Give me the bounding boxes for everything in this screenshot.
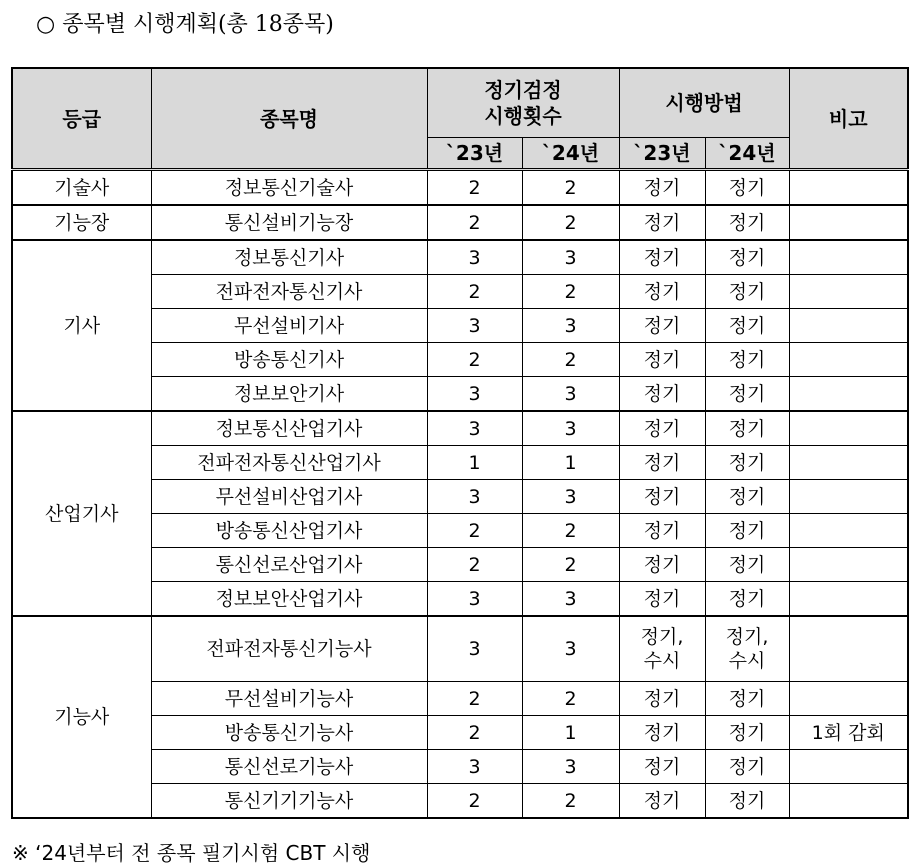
method-2023-cell: 정기 xyxy=(619,716,705,750)
count-2024-cell: 3 xyxy=(522,582,619,617)
count-2023-cell: 2 xyxy=(427,716,522,750)
method-2023-cell: 정기 xyxy=(619,240,705,275)
grade-cell: 기능장 xyxy=(12,205,151,240)
item-name-cell: 방송통신산업기사 xyxy=(151,514,427,548)
table-row xyxy=(12,240,908,275)
header-count-2024: `24년 xyxy=(522,138,619,170)
item-name-cell: 전파전자통신기능사 xyxy=(151,616,427,682)
table-body xyxy=(12,170,908,819)
method-2023-cell: 정기 xyxy=(619,750,705,784)
header-exam-count-label: 정기검정 시행횟수 xyxy=(484,78,562,128)
count-2023-cell: 2 xyxy=(427,170,522,206)
count-2024-cell: 2 xyxy=(522,514,619,548)
method-2024-cell: 정기 xyxy=(705,480,789,514)
count-2024-cell: 3 xyxy=(522,377,619,412)
grade-cell: 기술사 xyxy=(12,170,151,206)
remark-cell xyxy=(789,170,908,206)
remark-cell xyxy=(789,480,908,514)
method-2024-cell: 정기 xyxy=(705,343,789,377)
grade-cell: 기능사 xyxy=(12,616,151,818)
method-2023-cell: 정기 xyxy=(619,205,705,240)
table-row xyxy=(12,205,908,240)
method-2024-cell: 정기 xyxy=(705,716,789,750)
item-name-cell: 정보통신산업기사 xyxy=(151,411,427,446)
remark-cell xyxy=(789,205,908,240)
method-2023-cell: 정기, 수시 xyxy=(619,616,705,682)
remark-cell xyxy=(789,784,908,819)
item-name-cell: 전파전자통신기사 xyxy=(151,275,427,309)
count-2024-cell: 1 xyxy=(522,446,619,480)
method-2024-cell: 정기 xyxy=(705,205,789,240)
header-method-2024: `24년 xyxy=(705,138,789,170)
item-name-cell: 정보통신기술사 xyxy=(151,170,427,206)
method-2024-cell: 정기 xyxy=(705,240,789,275)
remark-cell xyxy=(789,240,908,275)
count-2024-cell: 3 xyxy=(522,240,619,275)
count-2024-cell: 3 xyxy=(522,750,619,784)
count-2024-cell: 2 xyxy=(522,548,619,582)
table-row xyxy=(12,616,908,682)
count-2023-cell: 1 xyxy=(427,446,522,480)
count-2024-cell: 2 xyxy=(522,343,619,377)
method-2023-cell: 정기 xyxy=(619,480,705,514)
remark-cell xyxy=(789,548,908,582)
item-name-cell: 무선설비기능사 xyxy=(151,682,427,716)
section-title: ○ 종목별 시행계획(총 18종목) xyxy=(36,12,334,37)
count-2023-cell: 3 xyxy=(427,377,522,412)
remark-cell: 1회 감회 xyxy=(789,716,908,750)
method-2023-cell: 정기 xyxy=(619,275,705,309)
header-count-2023: `23년 xyxy=(427,138,522,170)
remark-cell xyxy=(789,682,908,716)
method-2023-cell: 정기 xyxy=(619,582,705,617)
item-name-cell: 통신기기기능사 xyxy=(151,784,427,819)
table-header xyxy=(12,68,908,170)
table-row xyxy=(12,411,908,446)
remark-cell xyxy=(789,582,908,617)
method-2023-cell: 정기 xyxy=(619,377,705,412)
item-name-cell: 방송통신기능사 xyxy=(151,716,427,750)
count-2024-cell: 1 xyxy=(522,716,619,750)
remark-cell xyxy=(789,411,908,446)
method-2023-cell: 정기 xyxy=(619,548,705,582)
count-2023-cell: 2 xyxy=(427,682,522,716)
item-name-cell: 정보통신기사 xyxy=(151,240,427,275)
item-name-cell: 무선설비기사 xyxy=(151,309,427,343)
method-2023-cell: 정기 xyxy=(619,784,705,819)
exam-plan-table xyxy=(11,67,909,819)
item-name-cell: 정보보안기사 xyxy=(151,377,427,412)
grade-cell: 산업기사 xyxy=(12,411,151,616)
remark-cell xyxy=(789,446,908,480)
count-2023-cell: 3 xyxy=(427,750,522,784)
count-2024-cell: 3 xyxy=(522,480,619,514)
method-2024-cell: 정기 xyxy=(705,750,789,784)
header-item-name: 종목명 xyxy=(151,68,427,170)
remark-cell xyxy=(789,750,908,784)
item-name-cell: 통신선로기능사 xyxy=(151,750,427,784)
count-2023-cell: 3 xyxy=(427,240,522,275)
method-2024-cell: 정기 xyxy=(705,170,789,206)
remark-cell xyxy=(789,343,908,377)
count-2024-cell: 2 xyxy=(522,170,619,206)
item-name-cell: 무선설비산업기사 xyxy=(151,480,427,514)
method-2023-cell: 정기 xyxy=(619,514,705,548)
header-grade: 등급 xyxy=(12,68,151,170)
count-2023-cell: 3 xyxy=(427,582,522,617)
table-row xyxy=(12,170,908,206)
count-2023-cell: 2 xyxy=(427,275,522,309)
count-2024-cell: 2 xyxy=(522,205,619,240)
method-2023-cell: 정기 xyxy=(619,170,705,206)
remark-cell xyxy=(789,616,908,682)
count-2024-cell: 2 xyxy=(522,275,619,309)
method-2024-cell: 정기 xyxy=(705,309,789,343)
count-2023-cell: 2 xyxy=(427,548,522,582)
count-2023-cell: 3 xyxy=(427,411,522,446)
item-name-cell: 방송통신기사 xyxy=(151,343,427,377)
count-2023-cell: 2 xyxy=(427,343,522,377)
item-name-cell: 통신설비기능장 xyxy=(151,205,427,240)
count-2023-cell: 3 xyxy=(427,309,522,343)
method-2024-cell: 정기 xyxy=(705,411,789,446)
remark-cell xyxy=(789,309,908,343)
count-2023-cell: 3 xyxy=(427,616,522,682)
count-2023-cell: 2 xyxy=(427,205,522,240)
count-2023-cell: 2 xyxy=(427,784,522,819)
remark-cell xyxy=(789,275,908,309)
method-2024-cell: 정기 xyxy=(705,446,789,480)
remark-cell xyxy=(789,377,908,412)
method-2023-cell: 정기 xyxy=(619,343,705,377)
method-2024-cell: 정기 xyxy=(705,682,789,716)
footnote: ※ ‘24년부터 전 종목 필기시험 CBT 시행 xyxy=(12,841,371,865)
count-2024-cell: 3 xyxy=(522,309,619,343)
method-2024-cell: 정기, 수시 xyxy=(705,616,789,682)
header-method-2023: `23년 xyxy=(619,138,705,170)
count-2024-cell: 3 xyxy=(522,411,619,446)
count-2024-cell: 2 xyxy=(522,682,619,716)
count-2023-cell: 3 xyxy=(427,480,522,514)
item-name-cell: 전파전자통신산업기사 xyxy=(151,446,427,480)
count-2024-cell: 3 xyxy=(522,616,619,682)
method-2024-cell: 정기 xyxy=(705,582,789,617)
count-2024-cell: 2 xyxy=(522,784,619,819)
method-2023-cell: 정기 xyxy=(619,682,705,716)
header-remark: 비고 xyxy=(789,68,908,170)
method-2024-cell: 정기 xyxy=(705,784,789,819)
remark-cell xyxy=(789,514,908,548)
method-2024-cell: 정기 xyxy=(705,548,789,582)
method-2024-cell: 정기 xyxy=(705,275,789,309)
header-exam-count xyxy=(427,68,619,138)
method-2024-cell: 정기 xyxy=(705,514,789,548)
method-2023-cell: 정기 xyxy=(619,446,705,480)
method-2023-cell: 정기 xyxy=(619,411,705,446)
item-name-cell: 정보보안산업기사 xyxy=(151,582,427,617)
item-name-cell: 통신선로산업기사 xyxy=(151,548,427,582)
count-2023-cell: 2 xyxy=(427,514,522,548)
header-exam-method: 시행방법 xyxy=(619,68,789,138)
method-2024-cell: 정기 xyxy=(705,377,789,412)
grade-cell: 기사 xyxy=(12,240,151,411)
method-2023-cell: 정기 xyxy=(619,309,705,343)
